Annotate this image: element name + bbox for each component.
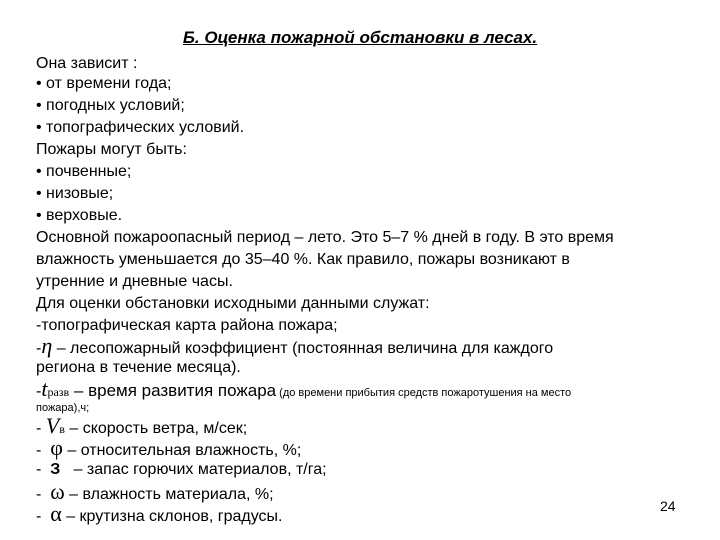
page-number: 24 bbox=[660, 498, 676, 514]
param-note: (до времени прибытия средств пожаротушения на место bbox=[276, 387, 572, 399]
text-line: утренние и дневные часы. bbox=[36, 273, 233, 290]
text-line: Основной пожароопасный период – лето. Это 5–7 % дней в году. В это время bbox=[36, 229, 614, 246]
param-description: – крутизна склонов, градусы. bbox=[61, 508, 283, 525]
param-z bbox=[36, 460, 327, 480]
z-symbol-icon: З bbox=[50, 461, 61, 478]
text-line: Для оценки обстановки исходными данными служат: bbox=[36, 295, 430, 312]
param-t bbox=[36, 376, 572, 403]
slide-title: Б. Оценка пожарной обстановки в лесах. bbox=[182, 28, 538, 47]
dash: - bbox=[36, 486, 42, 503]
t-subscript: разв bbox=[47, 385, 70, 399]
param-eta bbox=[36, 333, 554, 359]
bullet-item: • почвенные; bbox=[36, 163, 132, 180]
omega-symbol-icon: ω bbox=[50, 479, 65, 504]
param-description: – влажность материала, %; bbox=[64, 486, 274, 503]
bullet-item: • топографических условий. bbox=[36, 119, 245, 136]
bullet-item: • от времени года; bbox=[36, 75, 172, 92]
param-description: – запас горючих материалов, т/га; bbox=[69, 461, 327, 478]
bullet-item: • погодных условий; bbox=[36, 97, 185, 114]
text-line: -топографическая карта района пожара; bbox=[36, 317, 338, 334]
dash: - bbox=[36, 340, 42, 357]
param-omega bbox=[36, 479, 274, 505]
eta-symbol-icon: η bbox=[41, 333, 53, 358]
param-description: – скорость ветра, м/сек; bbox=[64, 420, 248, 437]
v-symbol-icon: V bbox=[45, 413, 60, 438]
t-symbol-icon: t bbox=[41, 376, 48, 401]
dash: - bbox=[36, 508, 42, 525]
v-subscript: в bbox=[59, 422, 65, 436]
text-line: региона в течение месяца). bbox=[36, 359, 241, 376]
param-v bbox=[36, 413, 248, 439]
alpha-symbol-icon: α bbox=[50, 501, 62, 526]
dash: - bbox=[36, 442, 42, 459]
text-line: Пожары могут быть: bbox=[36, 141, 187, 158]
param-description: – относительная влажность, %; bbox=[62, 442, 302, 459]
dash: - bbox=[36, 383, 42, 400]
text-line: Она зависит : bbox=[36, 55, 138, 72]
param-alpha bbox=[36, 501, 283, 527]
dash: - bbox=[36, 461, 42, 478]
dash: - bbox=[36, 420, 42, 437]
bullet-item: • низовые; bbox=[36, 185, 114, 202]
param-description: – лесопожарный коэффициент (постоянная величина для каждого bbox=[52, 340, 554, 357]
text-line: пожара),ч; bbox=[36, 402, 90, 414]
text-line: влажность уменьшается до 35–40 %. Как правило, пожары возникают в bbox=[36, 251, 570, 268]
param-phi bbox=[36, 435, 302, 461]
bullet-item: • верховые. bbox=[36, 207, 123, 224]
param-description: – время развития пожара bbox=[69, 381, 277, 400]
phi-symbol-icon: φ bbox=[50, 435, 63, 460]
